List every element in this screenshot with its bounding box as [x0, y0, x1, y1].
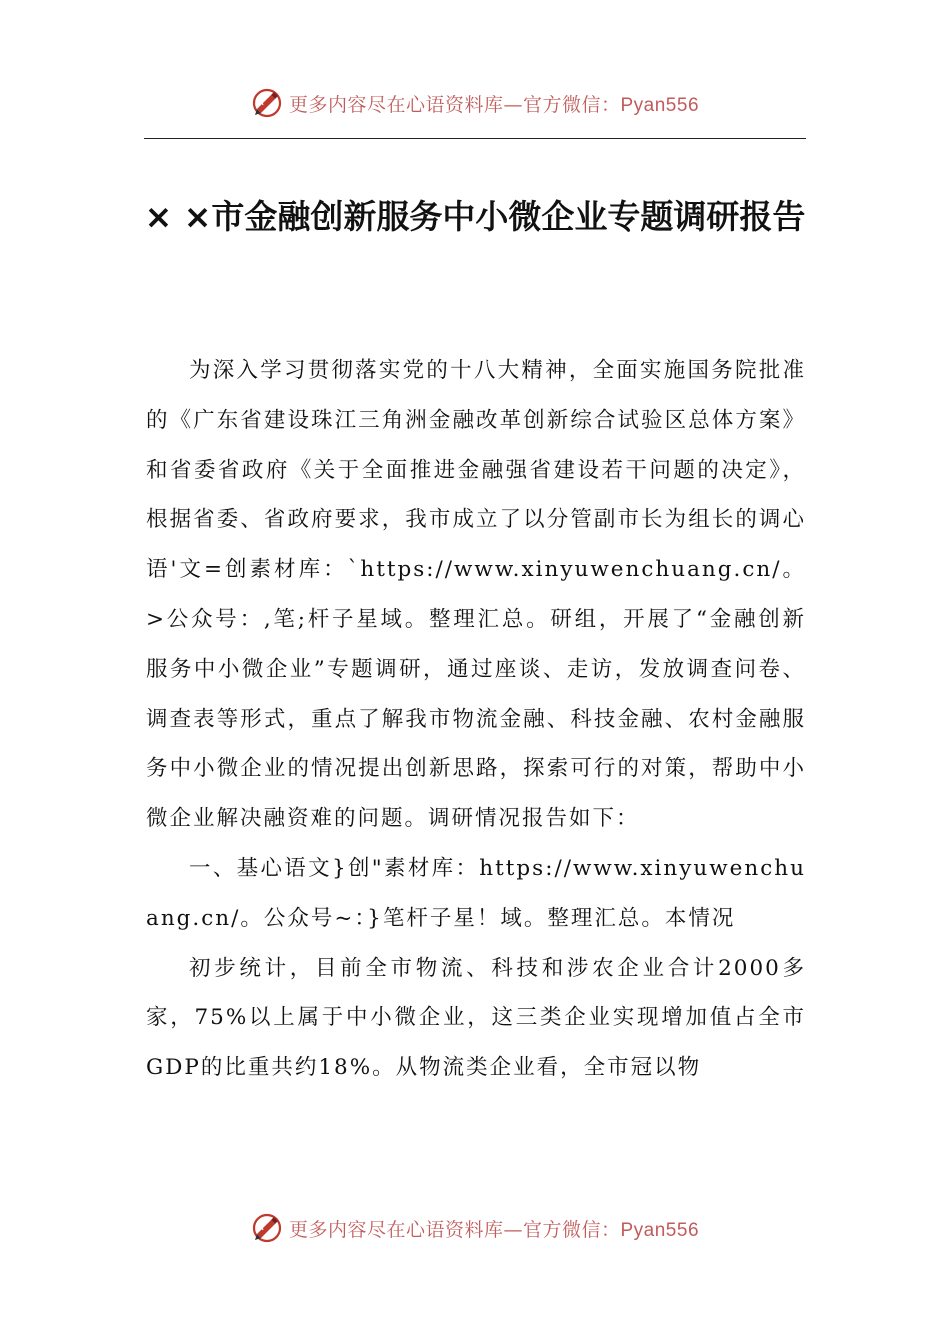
body-paragraph: 初步统计，目前全市物流、科技和涉农企业合计2000多家，75%以上属于中小微企业，这三类企业实现增加值占全市GDP的比重共约18%。从物流类企业看，全市冠以物	[146, 955, 806, 1081]
banner-wechat-label: 官方微信：	[522, 93, 621, 116]
banner-wechat-label: 官方微信：	[522, 1218, 621, 1241]
pen-logo-icon	[251, 1212, 283, 1244]
banner-wechat-id: Pyan556	[620, 94, 700, 116]
pen-logo-icon	[251, 87, 283, 119]
document-title: × ×市金融创新服务中小微企业专题调研报告	[144, 197, 806, 236]
header-banner	[0, 83, 950, 123]
body-paragraph: 一、基心语文}创"素材库：https://www.xinyuwenchuang.cn/。公众号~：}笔杆子星！域。整理汇总。本情况	[146, 855, 806, 931]
footer-banner	[0, 1208, 950, 1248]
banner-wechat-id: Pyan556	[620, 1219, 700, 1241]
header-divider	[144, 138, 806, 139]
document-body	[146, 346, 806, 1093]
banner-text	[289, 90, 699, 117]
banner-slogan: 更多内容尽在心语资料库—	[288, 1218, 523, 1241]
banner-text	[289, 1215, 699, 1242]
banner-slogan: 更多内容尽在心语资料库—	[288, 93, 523, 116]
body-paragraph: 为深入学习贯彻落实党的十八大精神，全面实施国务院批准的《广东省建设珠江三角洲金融改革创新综合试验区总体方案》和省委省政府《关于全面推进金融强省建设若干问题的决定》，根据省委、省政府要求，我市成立了以分管副市长为组长的调心语'文=创素材库：`https://www.xinyuwenchuang.cn/。>公众号：,笔;杆子星域。整理汇总。研组，开展了“金融创新服务中小微企业”专题调研，通过座谈、走访，发放调查问卷、调查表等形式，重点了解我市物流金融、科技金融、农村金融服务中小微企业的情况提出创新思路，探索可行的对策，帮助中小微企业解决融资难的问题。调研情况报告如下：	[146, 358, 806, 832]
